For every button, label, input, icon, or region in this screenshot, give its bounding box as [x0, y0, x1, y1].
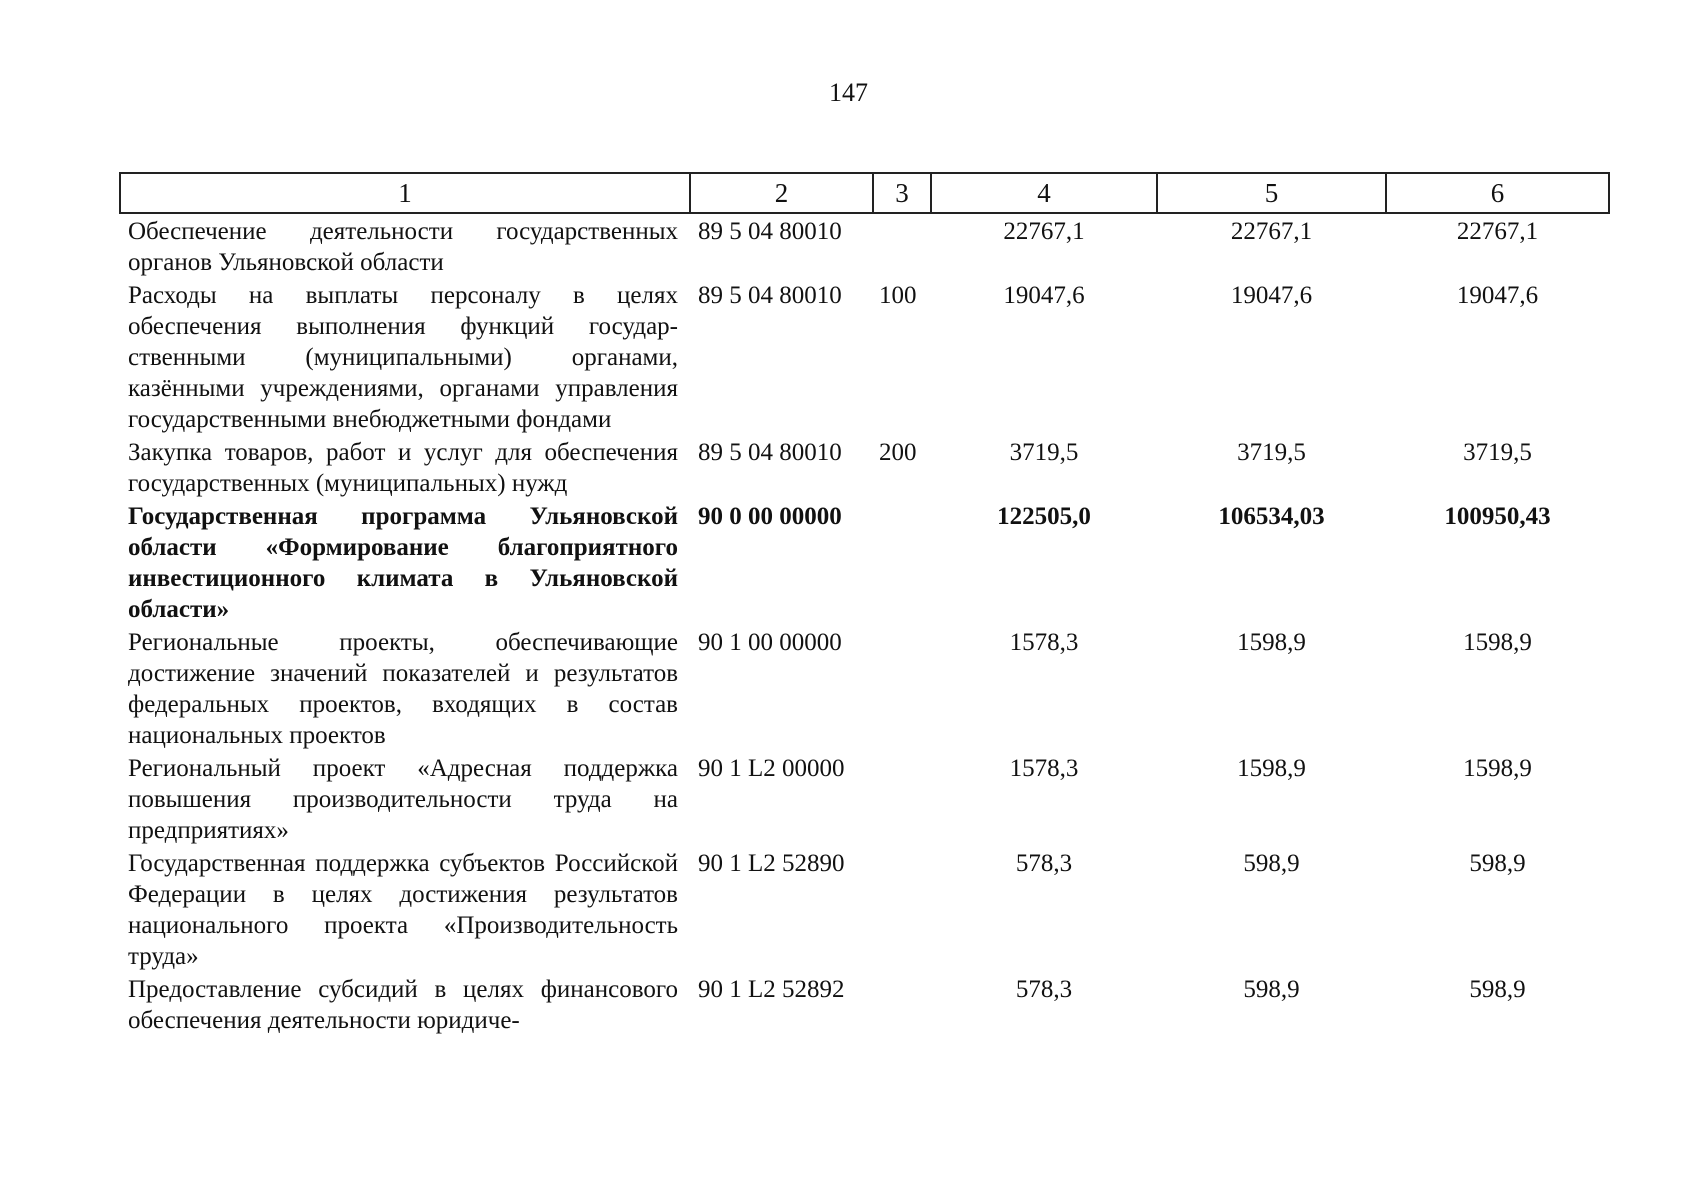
- row-value-col5: 598,9: [1243, 976, 1300, 1003]
- row-name: Расходы на выплаты персоналу в целях обеспечения выполнения функций государственными (муниципальными) органами, казёнными учреждениями, органами управления государственными внебюджетными фондами: [128, 282, 678, 433]
- table-row: [120, 846, 1609, 972]
- row-expense-type: [873, 213, 931, 278]
- row-value-col5: 19047,6: [1230, 282, 1313, 309]
- row-name: Государственная программа Ульяновской области «Формирование благоприятного инвестиционного климата в Ульяновской области»: [128, 503, 678, 623]
- row-expense-type: 200: [879, 439, 917, 466]
- column-header-2: 2: [690, 173, 873, 213]
- row-name: Региональный проект «Адресная поддержка повышения производительности труда на предприятиях»: [128, 755, 678, 844]
- row-code: 89 5 04 80010: [698, 282, 842, 309]
- row-expense-type: [873, 751, 931, 846]
- column-header-3: 3: [873, 173, 931, 213]
- row-value-col4: 19047,6: [1003, 282, 1085, 309]
- row-expense-type: [873, 625, 931, 751]
- column-header-6: 6: [1386, 173, 1609, 213]
- row-expense-type: [873, 846, 931, 972]
- table-row: [120, 213, 1609, 278]
- row-value-col5: 1598,9: [1237, 629, 1306, 656]
- table-row: [120, 278, 1609, 435]
- row-value-col4: 22767,1: [1003, 218, 1085, 245]
- table-row: [120, 972, 1609, 1036]
- table-row: [120, 751, 1609, 846]
- row-name: Закупка товаров, работ и услуг для обеспечения государственных (муниципальных) нужд: [128, 439, 678, 497]
- row-value-col6: 100950,43: [1444, 503, 1551, 530]
- row-value-col6: 1598,9: [1463, 629, 1532, 656]
- table-header-row: [120, 173, 1609, 213]
- budget-table: [119, 172, 1610, 1036]
- row-name: Государственная поддержка субъектов Российской Федерации в целях достижения результатов национального проекта «Производительность труда»: [128, 850, 678, 970]
- row-value-col4: 1578,3: [1009, 755, 1079, 782]
- table-row: [120, 625, 1609, 751]
- column-header-1: 1: [120, 173, 690, 213]
- row-code: 90 0 00 00000: [698, 503, 842, 530]
- row-value-col6: 598,9: [1469, 976, 1526, 1003]
- row-value-col4: 1578,3: [1009, 629, 1079, 656]
- row-value-col6: 1598,9: [1463, 755, 1532, 782]
- row-expense-type: 100: [879, 282, 917, 309]
- table-row: [120, 435, 1609, 499]
- row-code: 90 1 00 00000: [698, 629, 842, 656]
- row-name: Обеспечение деятельности государственных органов Ульяновской области: [128, 218, 678, 276]
- row-value-col5: 598,9: [1243, 850, 1300, 877]
- table-row: [120, 499, 1609, 625]
- row-name: Предоставление субсидий в целях финансового обеспечения деятельности юридиче-: [128, 976, 678, 1034]
- row-value-col6: 598,9: [1469, 850, 1526, 877]
- page-number: 147: [829, 78, 868, 107]
- row-expense-type: [873, 972, 931, 1036]
- row-value-col5: 3719,5: [1237, 439, 1306, 466]
- row-code: 89 5 04 80010: [698, 218, 842, 245]
- row-value-col4: 578,3: [1015, 976, 1073, 1003]
- row-code: 89 5 04 80010: [698, 439, 842, 466]
- row-value-col4: 122505,0: [997, 503, 1091, 530]
- row-value-col5: 22767,1: [1230, 218, 1313, 245]
- table-body: [120, 213, 1609, 1036]
- row-value-col5: 106534,03: [1218, 503, 1325, 530]
- row-value-col6: 3719,5: [1463, 439, 1532, 466]
- row-name: Региональные проекты, обеспечивающие достижение значений показателей и результатов федеральных проектов, входящих в состав национальных проектов: [128, 629, 678, 749]
- column-header-5: 5: [1157, 173, 1386, 213]
- row-value-col6: 19047,6: [1456, 282, 1539, 309]
- row-value-col5: 1598,9: [1237, 755, 1306, 782]
- row-expense-type: [873, 499, 931, 625]
- row-value-col6: 22767,1: [1456, 218, 1539, 245]
- row-code: 90 1 L2 52890: [698, 850, 845, 877]
- row-value-col4: 578,3: [1015, 850, 1073, 877]
- row-code: 90 1 L2 00000: [698, 755, 845, 782]
- row-code: 90 1 L2 52892: [698, 976, 845, 1003]
- column-header-4: 4: [931, 173, 1157, 213]
- row-value-col4: 3719,5: [1009, 439, 1079, 466]
